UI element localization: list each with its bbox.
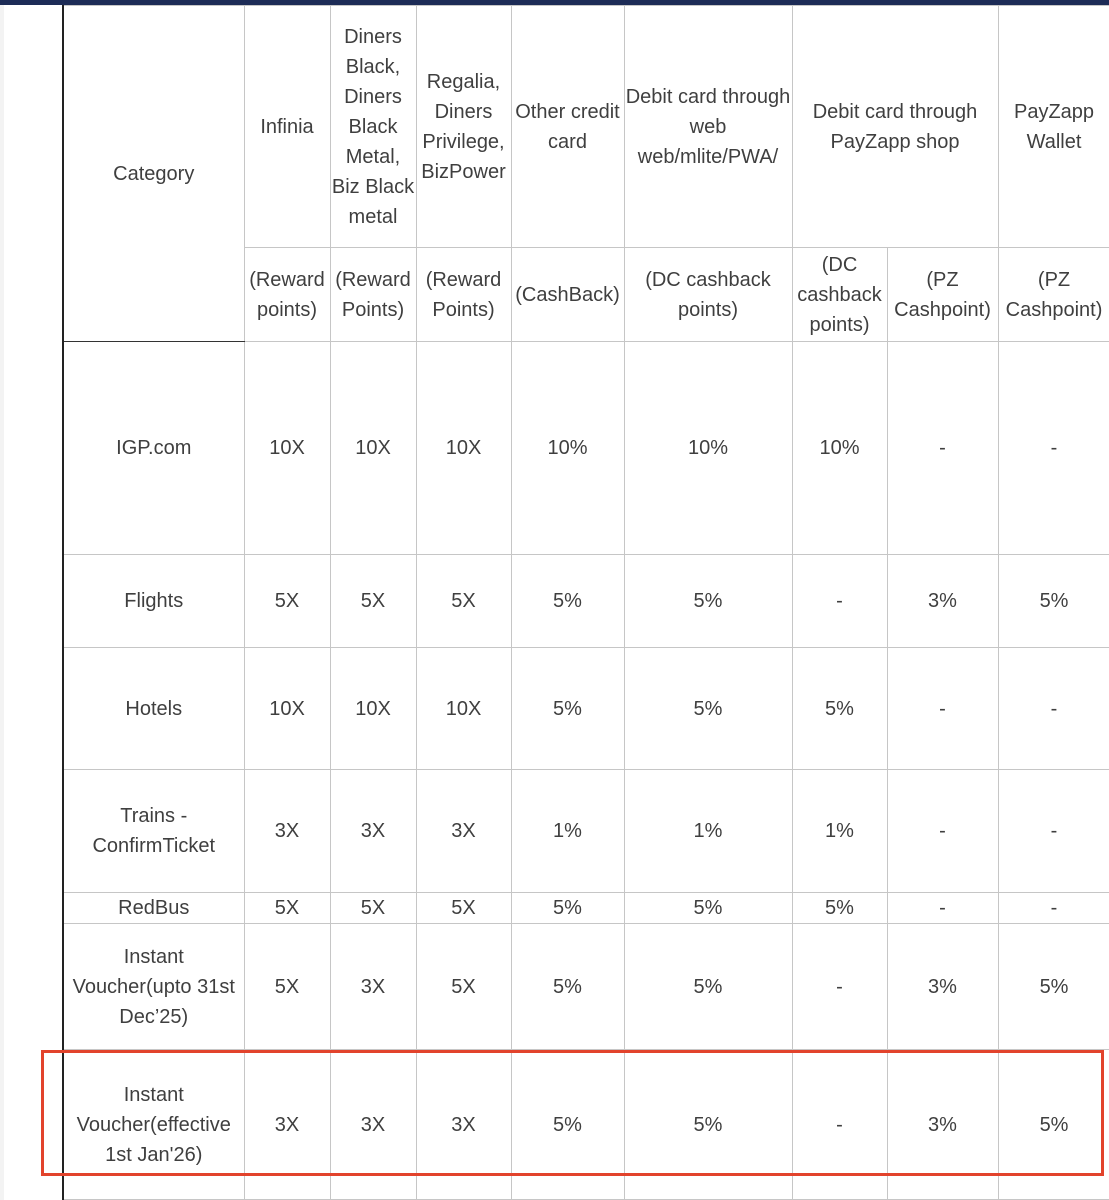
left-gutter bbox=[0, 5, 4, 1200]
rate-cell: - bbox=[887, 770, 998, 893]
rate-cell: 5% bbox=[624, 648, 792, 770]
table-row bbox=[63, 770, 1109, 893]
rate-cell: 5X bbox=[244, 893, 330, 924]
col-header-other-credit: Other credit card bbox=[511, 6, 624, 248]
col-header-diners-black: Diners Black, Diners Black Metal, Biz Black metal bbox=[330, 6, 416, 248]
rate-cell: - bbox=[998, 770, 1109, 893]
row-category: Trains - ConfirmTicket bbox=[63, 770, 244, 893]
row-category: Hotels bbox=[63, 648, 244, 770]
rate-cell: 5X bbox=[416, 924, 511, 1050]
rate-cell: - bbox=[792, 1050, 887, 1200]
rate-cell: 3% bbox=[887, 1050, 998, 1200]
col-header-regalia: Regalia, Diners Privilege, BizPower bbox=[416, 6, 511, 248]
rate-cell: 5X bbox=[416, 893, 511, 924]
rate-cell: 5% bbox=[792, 648, 887, 770]
rate-cell: 3X bbox=[330, 770, 416, 893]
rate-cell: 5% bbox=[998, 924, 1109, 1050]
rate-cell: 5% bbox=[511, 924, 624, 1050]
rate-cell: 5X bbox=[330, 893, 416, 924]
rate-cell: - bbox=[792, 924, 887, 1050]
rate-cell: 5% bbox=[511, 1050, 624, 1200]
rate-cell: 5% bbox=[792, 893, 887, 924]
row-category: IGP.com bbox=[63, 342, 244, 555]
rate-cell: 5% bbox=[511, 893, 624, 924]
rate-cell: 10% bbox=[624, 342, 792, 555]
table-row bbox=[63, 648, 1109, 770]
rate-cell: 5% bbox=[511, 648, 624, 770]
rate-cell: 3% bbox=[887, 924, 998, 1050]
col-header-debit-payzapp-shop: Debit card through PayZapp shop bbox=[792, 6, 998, 248]
rate-cell: 5% bbox=[998, 1050, 1109, 1200]
rate-cell: 3X bbox=[244, 1050, 330, 1200]
rate-cell: - bbox=[998, 648, 1109, 770]
row-category: RedBus bbox=[63, 893, 244, 924]
unit-header: (PZ Cashpoint) bbox=[887, 248, 998, 342]
rate-cell: 3X bbox=[416, 770, 511, 893]
table-row bbox=[63, 893, 1109, 924]
table-row bbox=[63, 555, 1109, 648]
rate-cell: 1% bbox=[792, 770, 887, 893]
rate-cell: - bbox=[792, 555, 887, 648]
rate-cell: 5% bbox=[624, 893, 792, 924]
rate-cell: 1% bbox=[511, 770, 624, 893]
rate-cell: 10X bbox=[330, 342, 416, 555]
rate-cell: 5% bbox=[998, 555, 1109, 648]
rate-cell: - bbox=[887, 893, 998, 924]
unit-header: (CashBack) bbox=[511, 248, 624, 342]
row-category: Instant Voucher(upto 31st Dec’25) bbox=[63, 924, 244, 1050]
rate-cell: 10X bbox=[416, 648, 511, 770]
rate-cell: 3% bbox=[887, 555, 998, 648]
rate-cell: 1% bbox=[624, 770, 792, 893]
rate-cell: 5X bbox=[330, 555, 416, 648]
unit-header: (Reward Points) bbox=[416, 248, 511, 342]
rate-cell: 5X bbox=[244, 924, 330, 1050]
row-category: Instant Voucher(effective 1st Jan'26) bbox=[63, 1050, 244, 1200]
rate-cell: 3X bbox=[330, 1050, 416, 1200]
col-header-payzapp-wallet: PayZapp Wallet bbox=[998, 6, 1109, 248]
rate-cell: 10X bbox=[244, 342, 330, 555]
table-row bbox=[63, 342, 1109, 555]
header-row-cards bbox=[63, 6, 1109, 248]
category-header: Category bbox=[63, 6, 244, 342]
rate-cell: 5% bbox=[624, 924, 792, 1050]
rate-cell: 10% bbox=[511, 342, 624, 555]
rate-cell: 5X bbox=[244, 555, 330, 648]
table-row bbox=[63, 924, 1109, 1050]
rate-cell: 5% bbox=[624, 1050, 792, 1200]
reward-rates-table bbox=[62, 5, 1109, 1200]
unit-header: (DC cashback points) bbox=[792, 248, 887, 342]
rate-cell: 5% bbox=[511, 555, 624, 648]
rate-cell: - bbox=[887, 342, 998, 555]
unit-header: (PZ Cashpoint) bbox=[998, 248, 1109, 342]
rate-cell: - bbox=[998, 342, 1109, 555]
rate-cell: 3X bbox=[416, 1050, 511, 1200]
unit-header: (Reward Points) bbox=[330, 248, 416, 342]
rate-cell: - bbox=[998, 893, 1109, 924]
rate-cell: 5% bbox=[624, 555, 792, 648]
row-category: Flights bbox=[63, 555, 244, 648]
rate-cell: - bbox=[887, 648, 998, 770]
rate-cell: 3X bbox=[330, 924, 416, 1050]
rate-cell: 10X bbox=[416, 342, 511, 555]
rate-cell: 5X bbox=[416, 555, 511, 648]
rate-cell: 3X bbox=[244, 770, 330, 893]
unit-header: (DC cashback points) bbox=[624, 248, 792, 342]
col-header-infinia: Infinia bbox=[244, 6, 330, 248]
rate-cell: 10X bbox=[330, 648, 416, 770]
table-row-highlighted bbox=[63, 1050, 1109, 1200]
rate-cell: 10% bbox=[792, 342, 887, 555]
col-header-debit-web: Debit card through web web/mlite/PWA/ bbox=[624, 6, 792, 248]
rate-cell: 10X bbox=[244, 648, 330, 770]
unit-header: (Reward points) bbox=[244, 248, 330, 342]
